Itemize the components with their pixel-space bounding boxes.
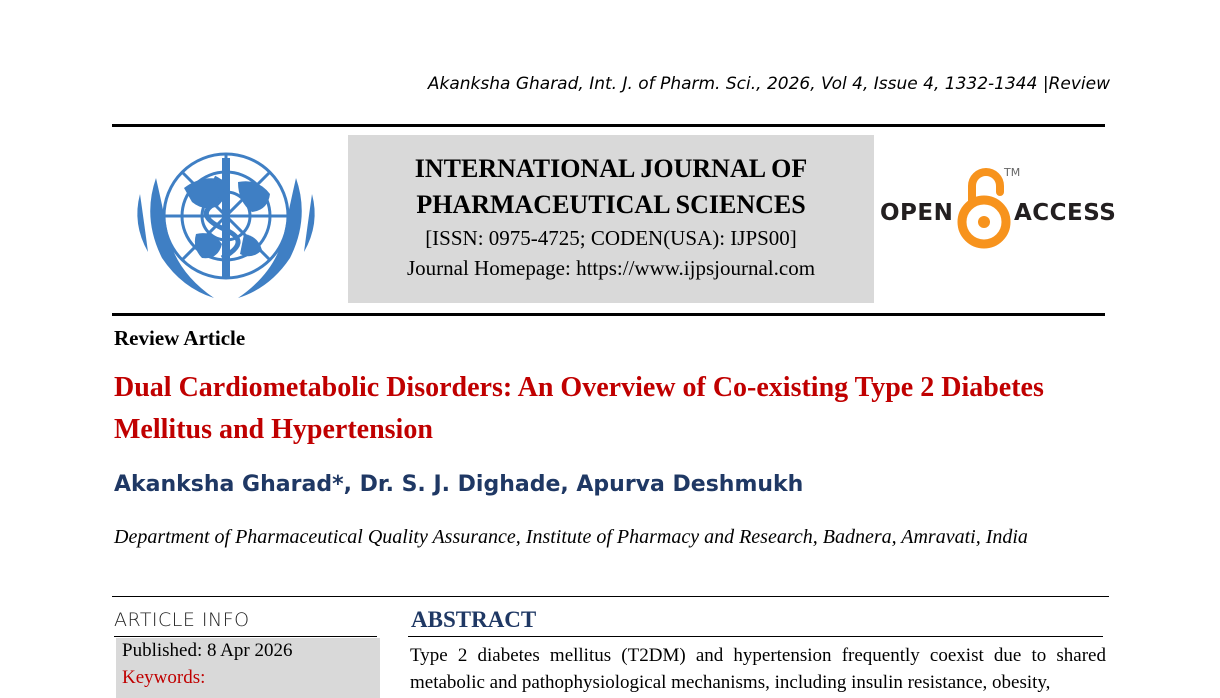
abstract-heading: ABSTRACT [411, 607, 537, 632]
abstract-rule [408, 636, 1103, 637]
article-affiliation: Department of Pharmaceutical Quality Assurance, Institute of Pharmacy and Research, Badnera, Amravati, India [114, 526, 1028, 548]
trademark-mark: TM [1004, 166, 1021, 179]
keywords-label: Keywords: [122, 667, 206, 688]
open-access-badge [880, 162, 1117, 252]
article-title: Dual Cardiometabolic Disorders: An Overview of Co-existing Type 2 Diabetes Mellitus and Hypertension [114, 372, 1044, 445]
journal-emblem-icon [126, 138, 326, 306]
section-divider [112, 596, 1109, 597]
header-bottom-rule [112, 313, 1105, 316]
journal-homepage[interactable]: Journal Homepage: https://www.ijpsjournal.com [406, 256, 816, 280]
citation-header: Akanksha Gharad, Int. J. of Pharm. Sci., 2026, Vol 4, Issue 4, 1332-1344 |Review [427, 74, 1110, 94]
journal-masthead [348, 135, 874, 303]
article-type: Review Article [114, 326, 246, 350]
journal-name-line1: INTERNATIONAL JOURNAL OF [414, 154, 808, 183]
journal-name-line2: PHARMACEUTICAL SCIENCES [416, 190, 806, 219]
journal-issn: [ISSN: 0975-4725; CODEN(USA): IJPS00] [425, 226, 797, 250]
header-top-rule [112, 124, 1105, 127]
article-info-heading: ARTICLE INFO [114, 609, 250, 631]
open-access-left: OPEN [880, 200, 954, 226]
article-authors: Akanksha Gharad*, Dr. S. J. Dighade, Apurva Deshmukh [114, 472, 804, 497]
published-date: Published: 8 Apr 2026 [122, 640, 293, 661]
open-access-right: ACCESS [1014, 200, 1117, 226]
article-info-rule [114, 636, 377, 637]
abstract-text: Type 2 diabetes mellitus (T2DM) and hypertension frequently coexist due to shared metabolic and pathophysiological mechanisms, including insulin resistance, obesity, [410, 645, 1106, 693]
